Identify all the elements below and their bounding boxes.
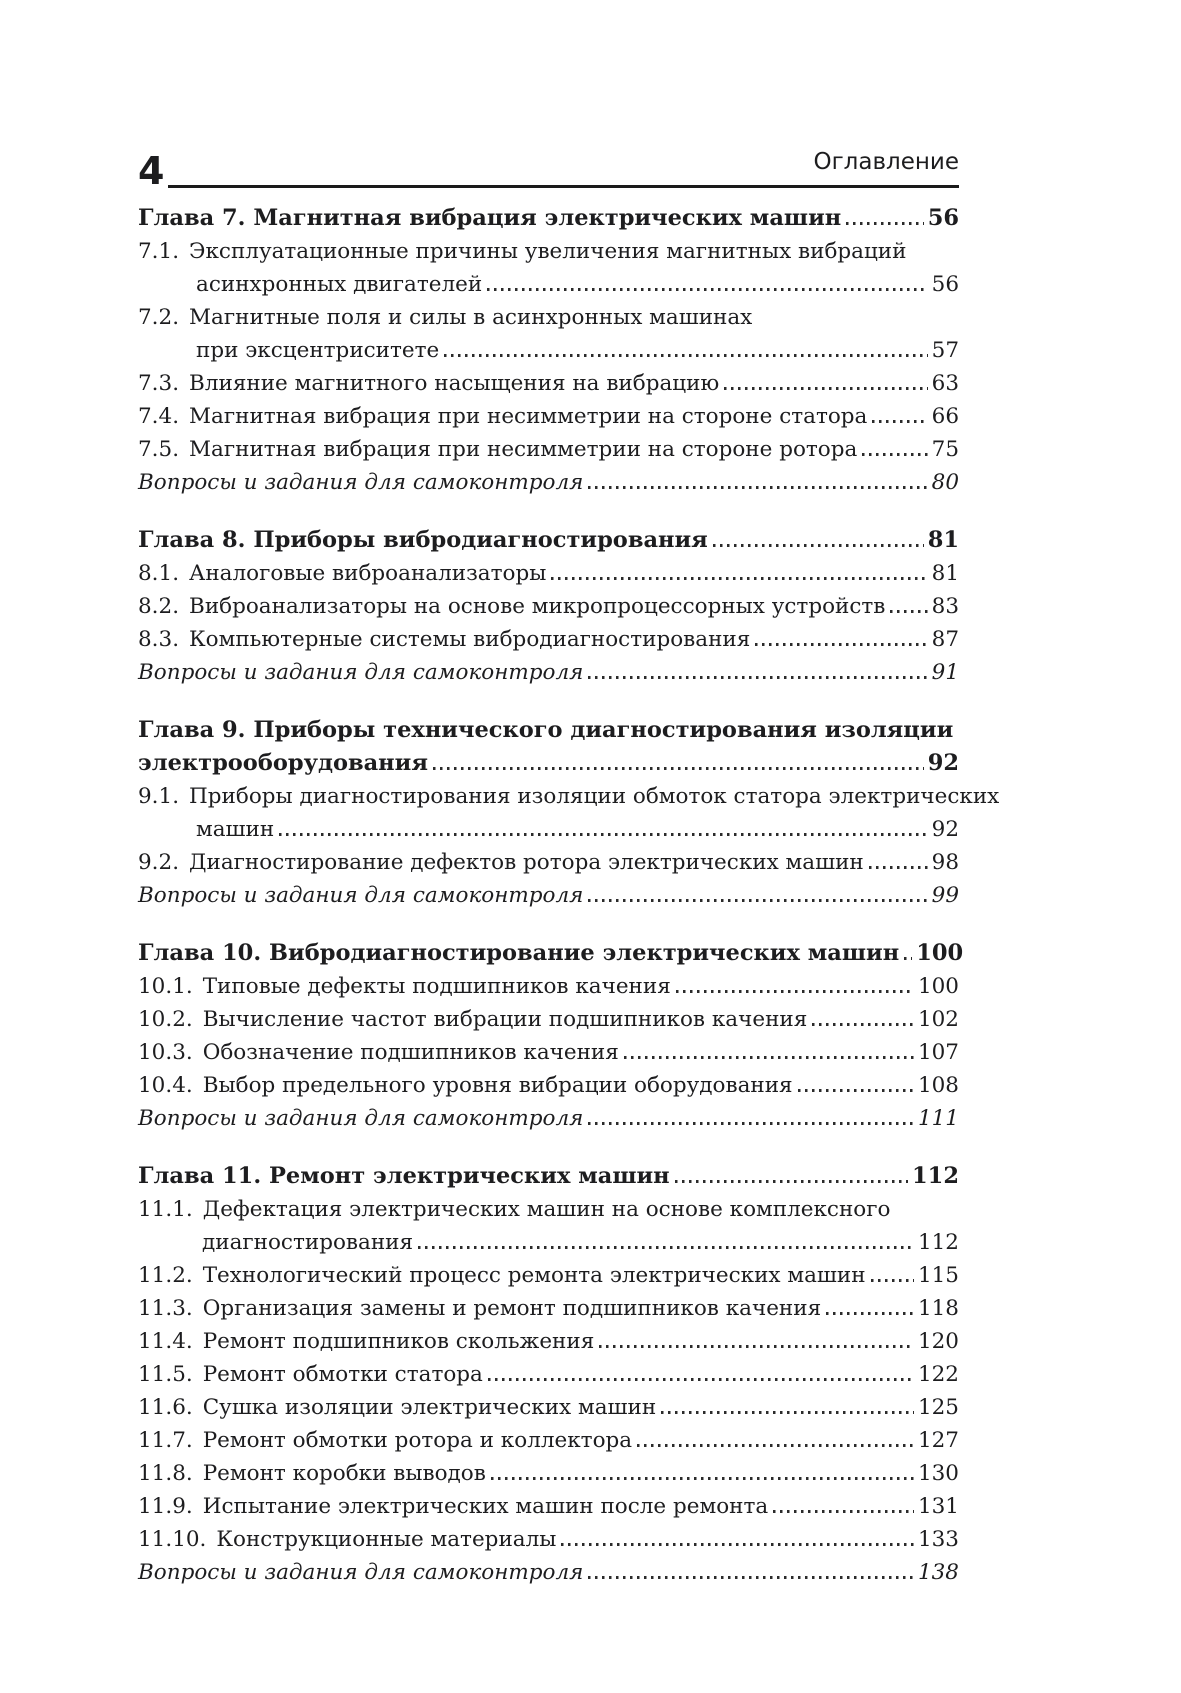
dot-leader xyxy=(869,866,928,869)
toc-entry-number: 9.2. xyxy=(138,850,180,875)
toc-entry-number: 8.1. xyxy=(138,561,180,586)
toc-entry-page: 138 xyxy=(917,1560,959,1585)
toc-entry-title: Испытание электрических машин после ремонта xyxy=(202,1494,769,1519)
toc-entry-page: 56 xyxy=(931,272,959,297)
toc-entry-title: Обозначение подшипников качения xyxy=(202,1040,619,1065)
toc-entry-page: 112 xyxy=(917,1230,959,1255)
toc-entry-page: 81 xyxy=(927,527,959,553)
toc-entry-title: Вопросы и задания для самоконтроля xyxy=(138,1560,584,1585)
toc-entry-title: Вопросы и задания для самоконтроля xyxy=(138,660,584,685)
toc-entry-page: 87 xyxy=(931,627,959,652)
toc-entry-number: 11.4. xyxy=(138,1329,193,1354)
toc-entry-page: 80 xyxy=(931,470,959,495)
toc-row xyxy=(138,1259,959,1292)
toc-entry-page: 100 xyxy=(917,974,959,999)
dot-leader xyxy=(675,1180,908,1183)
dot-leader xyxy=(755,643,927,646)
toc-entry-title: Диагностирование дефектов ротора электрических машин xyxy=(189,850,864,875)
dot-leader xyxy=(724,387,927,390)
toc-entry-page: 125 xyxy=(917,1395,959,1420)
dot-leader xyxy=(588,486,927,489)
toc-row xyxy=(138,656,959,689)
toc-row xyxy=(138,557,959,590)
toc-entry-number: 9.1. xyxy=(138,784,180,809)
toc-section xyxy=(138,937,964,1135)
toc-entry-page: 130 xyxy=(917,1461,959,1486)
toc-entry-title: Ремонт обмотки ротора и коллектора xyxy=(202,1428,633,1453)
toc-entry-page: 133 xyxy=(917,1527,959,1552)
toc-row xyxy=(138,1556,959,1589)
toc-row xyxy=(138,268,959,301)
toc-entry-title: Приборы диагностирования изоляции обмоток статора электрических xyxy=(189,784,1000,809)
dot-leader xyxy=(588,676,927,679)
toc-row xyxy=(138,1391,959,1424)
toc-entry-title: Глава 8. Приборы вибродиагностирования xyxy=(138,527,708,553)
toc-entry-page: 91 xyxy=(931,660,959,685)
toc-entry-page: 92 xyxy=(927,750,959,776)
toc-row xyxy=(138,1160,959,1193)
toc-entry-title: Ремонт обмотки статора xyxy=(202,1362,483,1387)
toc-entry-title: Ремонт коробки выводов xyxy=(202,1461,486,1486)
toc-entry-title: Дефектация электрических машин на основе комплексного xyxy=(202,1197,891,1222)
toc-row xyxy=(138,780,1000,813)
toc-entry-number: 7.1. xyxy=(138,239,180,264)
toc-row xyxy=(138,1069,959,1102)
toc-row xyxy=(138,367,959,400)
dot-leader xyxy=(871,1279,914,1282)
header-rule xyxy=(168,185,959,188)
toc-entry-number: 8.2. xyxy=(138,594,180,619)
toc-entry-number: 10.3. xyxy=(138,1040,193,1065)
toc-section xyxy=(138,202,959,499)
toc-entry-title: Виброанализаторы на основе микропроцессорных устройств xyxy=(189,594,886,619)
toc-entry-title: Вычисление частот вибрации подшипников качения xyxy=(202,1007,808,1032)
toc-entry-title: Типовые дефекты подшипников качения xyxy=(202,974,671,999)
dot-leader xyxy=(826,1312,914,1315)
toc-row xyxy=(138,1036,959,1069)
dot-leader xyxy=(487,288,927,291)
toc-entry-page: 100 xyxy=(916,940,964,966)
toc-entry-number: 10.2. xyxy=(138,1007,193,1032)
toc-row xyxy=(138,433,959,466)
toc-entry-number: 8.3. xyxy=(138,627,180,652)
toc-row xyxy=(138,334,959,367)
toc-entry-page: 127 xyxy=(917,1428,959,1453)
dot-leader xyxy=(433,767,924,770)
toc-entry-title: Выбор предельного уровня вибрации оборудования xyxy=(202,1073,793,1098)
toc-entry-title: Глава 7. Магнитная вибрация электрических машин xyxy=(138,205,842,231)
toc-row xyxy=(138,1424,959,1457)
dot-leader xyxy=(904,957,912,960)
dot-leader xyxy=(872,420,927,423)
toc-entry-title: машин xyxy=(196,817,275,842)
toc-row xyxy=(138,970,959,1003)
toc-entry-title: Эксплуатационные причины увеличения магнитных вибраций xyxy=(189,239,907,264)
dot-leader xyxy=(661,1411,914,1414)
dot-leader xyxy=(551,577,927,580)
toc-entry-page: 98 xyxy=(931,850,959,875)
dot-leader xyxy=(862,453,927,456)
toc-entry-number: 7.5. xyxy=(138,437,180,462)
toc-row xyxy=(138,623,959,656)
toc-entry-number: 11.10. xyxy=(138,1527,207,1552)
toc-section xyxy=(138,714,1000,912)
toc-entry-title: диагностирования xyxy=(202,1230,414,1255)
toc-row xyxy=(138,1490,959,1523)
dot-leader xyxy=(491,1477,914,1480)
toc-row xyxy=(138,235,959,268)
toc-entry-number: 11.2. xyxy=(138,1263,193,1288)
dot-leader xyxy=(418,1246,914,1249)
toc-entry-title: асинхронных двигателей xyxy=(196,272,483,297)
toc-entry-number: 7.4. xyxy=(138,404,180,429)
toc-entry-title: Сушка изоляции электрических машин xyxy=(202,1395,657,1420)
toc-list xyxy=(138,202,1000,1589)
toc-row xyxy=(138,1003,959,1036)
toc-row xyxy=(138,202,959,235)
toc-entry-page: 118 xyxy=(917,1296,959,1321)
dot-leader xyxy=(588,1576,914,1579)
toc-entry-number: 10.4. xyxy=(138,1073,193,1098)
toc-entry-title: при эксцентриситете xyxy=(196,338,440,363)
toc-row xyxy=(138,400,959,433)
toc-entry-number: 7.2. xyxy=(138,305,180,330)
toc-section xyxy=(138,1160,959,1589)
toc-entry-title: Ремонт подшипников скольжения xyxy=(202,1329,595,1354)
dot-leader xyxy=(812,1023,914,1026)
toc-entry-title: Вопросы и задания для самоконтроля xyxy=(138,470,584,495)
toc-row xyxy=(138,813,959,846)
toc-entry-title: Вопросы и задания для самоконтроля xyxy=(138,883,584,908)
toc-entry-page: 81 xyxy=(931,561,959,586)
toc-entry-page: 92 xyxy=(931,817,959,842)
dot-leader xyxy=(624,1056,914,1059)
toc-entry-number: 11.5. xyxy=(138,1362,193,1387)
toc-entry-title: Магнитная вибрация при несимметрии на стороне статора xyxy=(189,404,868,429)
dot-leader xyxy=(713,544,924,547)
toc-row xyxy=(138,714,959,747)
toc-entry-title: Глава 11. Ремонт электрических машин xyxy=(138,1163,670,1189)
dot-leader xyxy=(279,833,927,836)
toc-section xyxy=(138,524,959,689)
toc-entry-title: Магнитные поля и силы в асинхронных машинах xyxy=(189,305,753,330)
toc-row xyxy=(138,1358,959,1391)
toc-entry-page: 107 xyxy=(917,1040,959,1065)
dot-leader xyxy=(676,990,914,993)
toc-row xyxy=(138,466,959,499)
toc-row xyxy=(138,590,959,623)
toc-entry-page: 57 xyxy=(931,338,959,363)
toc-entry-page: 112 xyxy=(912,1163,959,1189)
toc-entry-page: 115 xyxy=(917,1263,959,1288)
toc-entry-number: 11.9. xyxy=(138,1494,193,1519)
toc-entry-title: Технологический процесс ремонта электрических машин xyxy=(202,1263,866,1288)
toc-entry-page: 122 xyxy=(917,1362,959,1387)
toc-entry-page: 83 xyxy=(931,594,959,619)
dot-leader xyxy=(599,1345,914,1348)
dot-leader xyxy=(488,1378,914,1381)
toc-entry-number: 11.7. xyxy=(138,1428,193,1453)
toc-entry-title: Аналоговые виброанализаторы xyxy=(189,561,547,586)
toc-entry-page: 75 xyxy=(931,437,959,462)
dot-leader xyxy=(890,610,927,613)
dot-leader xyxy=(444,354,927,357)
toc-entry-page: 131 xyxy=(917,1494,959,1519)
toc-row xyxy=(138,747,959,780)
dot-leader xyxy=(637,1444,914,1447)
toc-row xyxy=(138,1523,959,1556)
toc-row xyxy=(138,937,964,970)
toc-entry-number: 7.3. xyxy=(138,371,180,396)
toc-row xyxy=(138,879,959,912)
toc-entry-title: Организация замены и ремонт подшипников качения xyxy=(202,1296,822,1321)
toc-entry-page: 111 xyxy=(917,1106,959,1131)
toc-row xyxy=(138,1457,959,1490)
dot-leader xyxy=(588,1122,914,1125)
toc-entry-title: Магнитная вибрация при несимметрии на стороне ротора xyxy=(189,437,858,462)
toc-entry-page: 99 xyxy=(931,883,959,908)
toc-row xyxy=(138,1226,959,1259)
dot-leader xyxy=(798,1089,914,1092)
page-number: 4 xyxy=(138,149,164,193)
toc-entry-title: Конструкционные материалы xyxy=(216,1527,557,1552)
toc-entry-title: Вопросы и задания для самоконтроля xyxy=(138,1106,584,1131)
toc-row xyxy=(138,1193,959,1226)
toc-entry-title: электрооборудования xyxy=(138,750,428,776)
toc-row xyxy=(138,301,959,334)
toc-entry-page: 56 xyxy=(927,205,959,231)
dot-leader xyxy=(588,899,927,902)
toc-row xyxy=(138,1325,959,1358)
dot-leader xyxy=(773,1510,914,1513)
toc-entry-number: 11.3. xyxy=(138,1296,193,1321)
dot-leader xyxy=(846,222,923,225)
toc-entry-page: 102 xyxy=(917,1007,959,1032)
toc-entry-page: 63 xyxy=(931,371,959,396)
toc-entry-title: Глава 9. Приборы технического диагностирования изоляции xyxy=(138,717,954,743)
page-header xyxy=(138,136,959,193)
toc-entry-number: 11.6. xyxy=(138,1395,193,1420)
toc-entry-number: 11.8. xyxy=(138,1461,193,1486)
toc-entry-title: Влияние магнитного насыщения на вибрацию xyxy=(189,371,720,396)
toc-entry-page: 120 xyxy=(917,1329,959,1354)
toc-row xyxy=(138,1102,959,1135)
toc-entry-title: Компьютерные системы вибродиагностирования xyxy=(189,627,751,652)
toc-row xyxy=(138,846,959,879)
toc-entry-number: 11.1. xyxy=(138,1197,193,1222)
toc-entry-number: 10.1. xyxy=(138,974,193,999)
toc-row xyxy=(138,1292,959,1325)
toc-entry-title: Глава 10. Вибродиагностирование электрических машин xyxy=(138,940,900,966)
toc-entry-page: 108 xyxy=(917,1073,959,1098)
dot-leader xyxy=(561,1543,914,1546)
running-header-title: Оглавление xyxy=(813,149,959,175)
toc-entry-page: 66 xyxy=(931,404,959,429)
toc-row xyxy=(138,524,959,557)
